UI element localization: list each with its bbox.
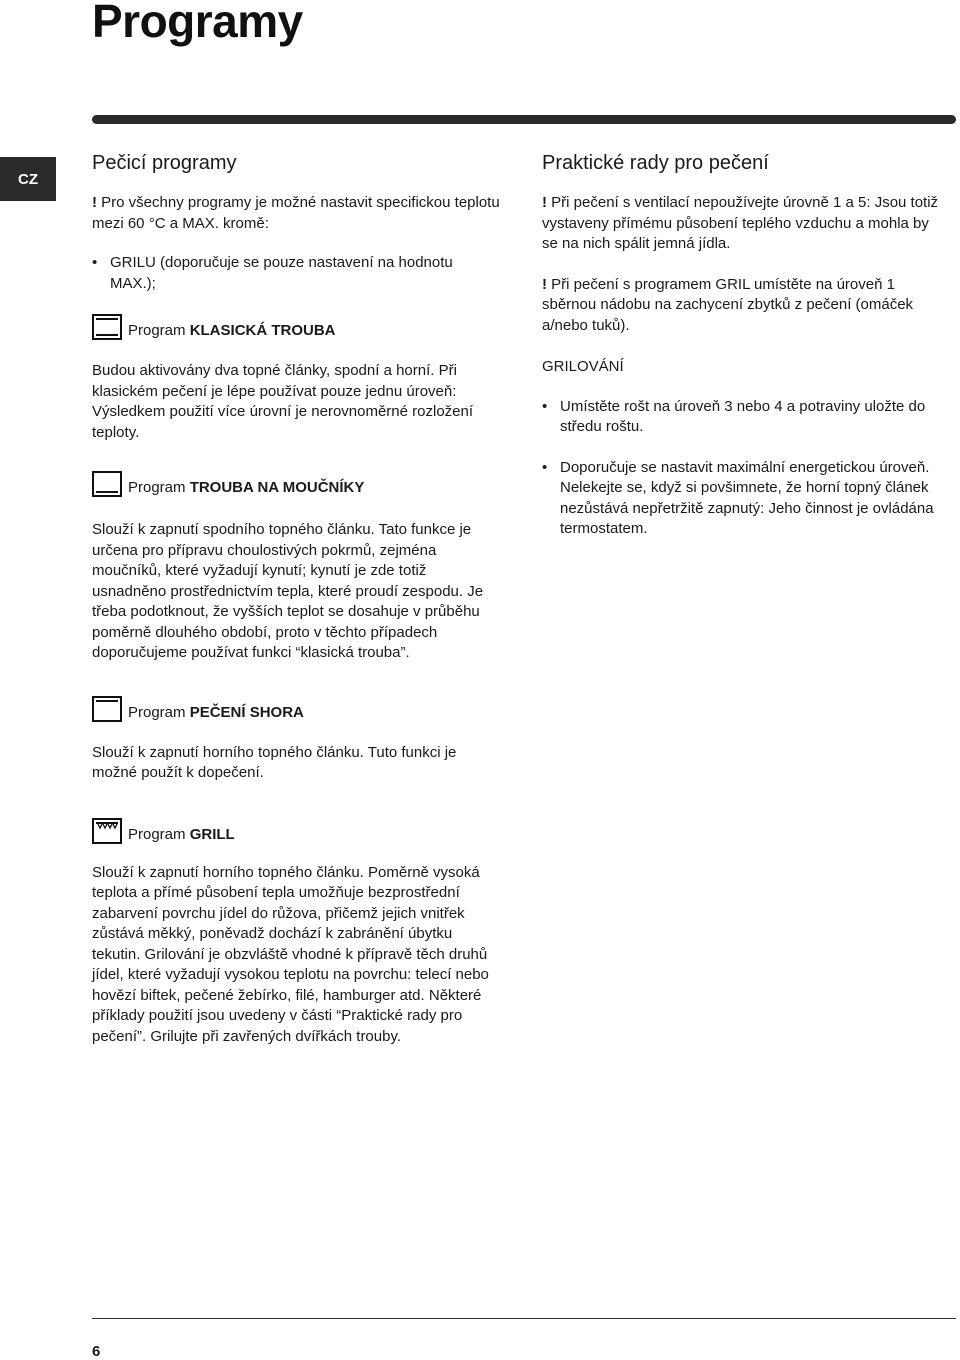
program-description: Budou aktivovány dva topné články, spodní a horní. Při klasickém pečení je lépe používat pouze jednu úroveň: Výsledkem použití více úrovní je nerovnoměrné rozložení teploty. (92, 362, 474, 441)
intro-note (92, 193, 502, 234)
program-name: TROUBA NA MOUČNÍKY (189, 479, 365, 496)
tip-paragraph (542, 193, 942, 255)
right-column (542, 150, 942, 540)
section-heading-baking-programs: Pečicí programy (92, 152, 237, 174)
program-name: GRILL (189, 825, 235, 843)
program-heading-grill (92, 814, 502, 844)
oven-bottom-heat-icon (92, 471, 122, 497)
left-column (92, 150, 502, 1047)
intro-text: Pro všechny programy je možné nastavit specifickou teplotu mezi 60 °C a MAX. kromě: (92, 194, 500, 232)
program-name: PEČENÍ SHORA (189, 703, 304, 721)
warning-mark: ! (92, 194, 97, 211)
program-description: Slouží k zapnutí horního topného článku. Tuto funkci je možné použít k dopečení. (92, 743, 457, 781)
warning-mark: ! (542, 275, 547, 293)
warning-mark: ! (542, 194, 547, 211)
page-title: Programy (92, 0, 303, 47)
list-item: • GRILU (doporučuje se pouze nastavení na hodnotu MAX.); (92, 253, 502, 294)
program-heading-top-heat (92, 692, 502, 722)
program-prefix: Program (128, 825, 190, 843)
tip-text: Při pečení s programem GRIL umístěte na úroveň 1 sběrnou nádobu na zachycení zbytků z pečení (omáček a/nebo tuků). (542, 275, 914, 334)
language-tab: CZ (0, 157, 56, 201)
oven-top-bottom-heat-icon (92, 314, 122, 340)
program-name: KLASICKÁ TROUBA (189, 322, 336, 339)
oven-top-heat-icon (92, 696, 122, 722)
program-description: Slouží k zapnutí horního topného článku. Poměrně vysoká teplota a přímé působení tepla umožňuje bezprostřední zabarvení povrchu jídel do růžova, přičemž jejich vnitřek zůstává měkký, poněvadž dochází k zabránění úbytku tekutin. Grilování je obzvláště vhodné k přípravě těch druhů jídel, které vyžadují vysokou teplotu na povrchu: telecí nebo hovězí biftek, pečené žebírko, filé, hamburger atd. Některé příklady použití jsou uvedeny v části “Praktické rady pro pečení”. Grilujte při zavřených dvířkách trouby. (92, 863, 489, 1045)
oven-grill-icon (92, 818, 122, 844)
list-item: • Doporučuje se nastavit maximální energetickou úroveň. Nelekejte se, když si povšimnete, že horní topný článek nezůstává nepřetržitě zapnutý: Jeho činnost je ovládána termostatem. (542, 458, 942, 540)
intro-bullet-list (92, 253, 502, 294)
footer-rule (92, 1318, 956, 1319)
header-rule (92, 115, 956, 124)
program-prefix: Program (128, 479, 190, 496)
program-heading-classic-oven (92, 310, 502, 340)
program-prefix: Program (128, 703, 190, 721)
program-prefix: Program (128, 322, 190, 339)
program-heading-pastry-oven (92, 467, 502, 497)
program-description: Slouží k zapnutí spodního topného článku. Tato funkce je určena pro přípravu choulostivých pokrmů, zejména moučníků, které vyžadují kynutí; kynutí je zde totiž usnadněno prostřednictvím tepla, které proudí zespodu. Je třeba podotknout, že vyšších teplot se dosahuje v průběhu poměrně dlouhého období, proto v těchto případech doporučujeme používat funkci “klasická trouba”. (92, 521, 484, 661)
tip-text: Při pečení s ventilací nepoužívejte úrovně 1 a 5: Jsou totiž vystaveny přímému působení teplého vzduchu a mohla by se na nich spálit jemná jídla. (542, 194, 939, 252)
tip-paragraph (542, 275, 942, 337)
list-item: • Umístěte rošt na úroveň 3 nebo 4 a potraviny uložte do středu roštu. (542, 397, 942, 438)
grill-bullet-list (542, 397, 942, 540)
section-heading-practical-tips: Praktické rady pro pečení (542, 152, 769, 174)
grill-subheading: GRILOVÁNÍ (542, 358, 624, 375)
page-number: 6 (92, 1343, 101, 1360)
